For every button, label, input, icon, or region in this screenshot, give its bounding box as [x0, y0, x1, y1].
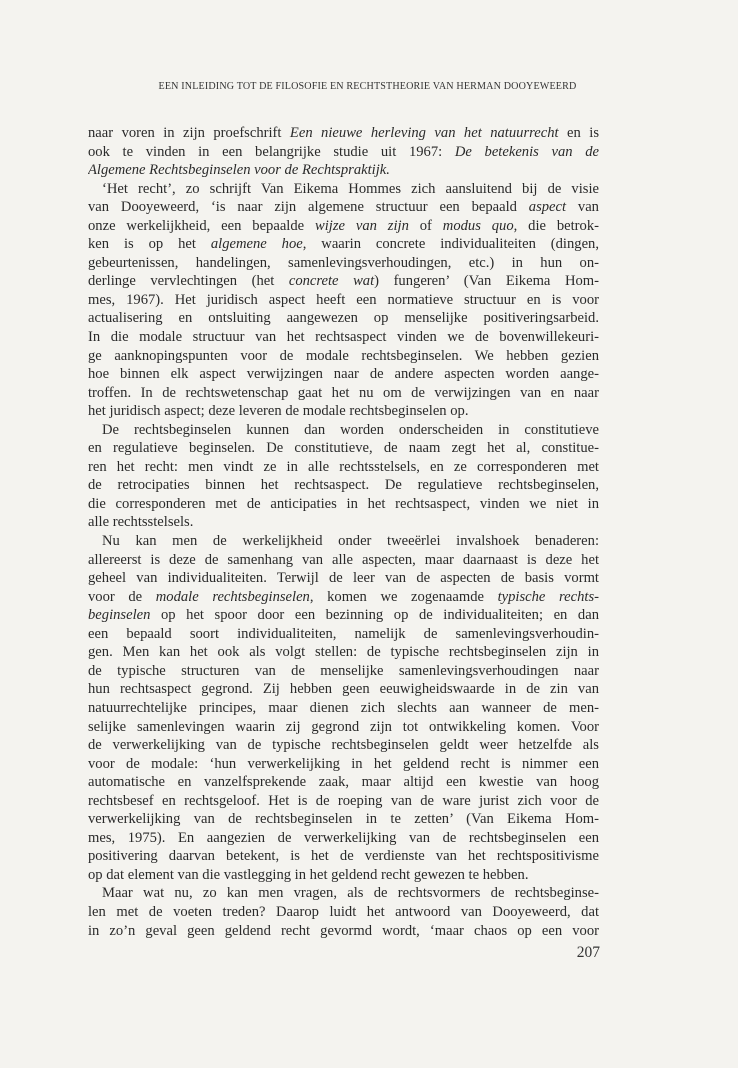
page-number: 207 — [576, 944, 600, 961]
text-line: voor de modale rechtsbeginselen, komen we zogenaamde typische rechts- — [88, 588, 599, 605]
text-line: de typische structuren van de menselijke samenlevingsverhoudingen naar — [88, 662, 599, 679]
text-line: Maar wat nu, zo kan men vragen, als de rechtsvormers de rechtsbeginse- — [102, 885, 599, 902]
text-line: actualisering en ontsluiting aangewezen op menselijke positiveringsarbeid. — [88, 310, 599, 327]
text-line: die corresponderen met de anticipaties in het rechtsaspect, vinden we niet in — [88, 495, 599, 512]
text-line: natuurrechtelijke principes, maar dienen zich slechts aan wanneer de men- — [88, 699, 599, 716]
paragraph — [88, 421, 599, 532]
text-line: De rechtsbeginselen kunnen dan worden onderscheiden in constitutieve — [102, 421, 599, 438]
text-line: voor de modale: ‘hun verwerkelijking in het geldend recht is nimmer een — [88, 755, 599, 772]
text-line: automatische en vanzelfsprekende zaak, maar altijd een kwestie van hoog — [88, 774, 599, 791]
text-line: ‘Het recht’, zo schrijft Van Eikema Hommes zich aansluitend bij de visie — [102, 180, 599, 197]
text-line: beginselen op het spoor door een bezinning op de individualiteiten; en dan — [88, 607, 599, 624]
text-line: hoe binnen elk aspect verwijzingen naar de andere aspecten worden aange- — [88, 366, 599, 383]
text-line: hun rechtsaspect gegrond. Zij hebben geen eeuwigheidswaarde in de zin van — [88, 681, 599, 698]
text-line: ren het recht: men vindt ze in alle rechtsstelsels, en ze corresponderen met — [88, 458, 599, 475]
text-line: ook te vinden in een belangrijke studie uit 1967: De betekenis van de — [88, 143, 599, 160]
text-line: rechtsbesef en rechtsgeloof. Het is de roeping van de ware jurist zich voor de — [88, 792, 599, 809]
text-line: de verwerkelijking van de typische rechtsbeginselen geldt weer hetzelfde als — [88, 737, 599, 754]
text-line: len met de voeten treden? Daarop luidt het antwoord van Dooyeweerd, dat — [88, 903, 599, 920]
text-line: ken is op het algemene hoe, waarin concrete individualiteiten (dingen, — [88, 236, 599, 253]
text-line: het juridisch aspect; deze leveren de modale rechtsbeginselen op. — [88, 403, 469, 420]
text-line: alle rechtsstelsels. — [88, 514, 194, 531]
running-head: EEN INLEIDING TOT DE FILOSOFIE EN RECHTSTHEORIE VAN HERMAN DOOYEWEERD — [158, 81, 577, 92]
text-line: troffen. In de rechtswetenschap gaat het nu om de verwijzingen van en naar — [88, 384, 599, 401]
text-line: onze werkelijkheid, een bepaalde wijze van zijn of modus quo, die betrok- — [88, 217, 599, 234]
text-line: gebeurtenissen, handelingen, samenlevingsverhoudingen, etc.) in hun on- — [88, 254, 599, 271]
text-line: allereerst is deze de samenhang van alle aspecten, maar daarnaast is deze het — [88, 551, 599, 568]
text-line: In die modale structuur van het rechtsaspect vinden we de bovenwillekeuri- — [88, 329, 599, 346]
text-line: in zo’n geval geen geldend recht gevormd wordt, ‘maar chaos op een voor — [88, 922, 599, 939]
text-line: van Dooyeweerd, ‘is naar zijn algemene structuur een bepaald aspect van — [88, 199, 599, 216]
paragraph — [88, 532, 599, 884]
text-line: Nu kan men de werkelijkheid onder tweeërlei invalshoek benaderen: — [102, 533, 599, 550]
body-text — [88, 124, 599, 940]
text-line: mes, 1975). En aangezien de verwerkelijking van de rechtsbeginselen een — [88, 829, 599, 846]
text-line: Algemene Rechtsbeginselen voor de Rechtspraktijk. — [88, 162, 390, 179]
text-line: de retrocipaties binnen het rechtsaspect. De regulatieve rechtsbeginselen, — [88, 477, 599, 494]
text-line: een bepaald soort individualiteiten, namelijk de samenlevingsverhoudin- — [88, 625, 599, 642]
text-line: selijke samenlevingen waarin zij gegrond zijn tot ontwikkeling komen. Voor — [88, 718, 599, 735]
text-line: ge aanknopingspunten voor de modale rechtsbeginselen. We hebben gezien — [88, 347, 599, 364]
text-line: derlinge vervlechtingen (het concrete wat) fungeren’ (Van Eikema Hom- — [88, 273, 599, 290]
text-line: positivering daarvan betekent, is het de verdienste van het rechtspositivisme — [88, 848, 599, 865]
paragraph — [88, 180, 599, 421]
text-line: gen. Men kan het ook als volgt stellen: de typische rechtsbeginselen zijn in — [88, 644, 599, 661]
text-line: verwerkelijking van de rechtsbeginselen in te zetten’ (Van Eikema Hom- — [88, 811, 599, 828]
text-line: naar voren in zijn proefschrift Een nieuwe herleving van het natuurrecht en is — [88, 125, 599, 141]
paragraph — [88, 884, 599, 940]
text-line: mes, 1967). Het juridisch aspect heeft een normatieve structuur en is voor — [88, 291, 599, 308]
text-line: geheel van individualiteiten. Terwijl de leer van de aspecten de basis vormt — [88, 570, 599, 587]
text-line: op dat element van die vastlegging in het geldend recht gewezen te hebben. — [88, 866, 529, 883]
text-line: en regulatieve beginselen. De constitutieve, de naam zegt het al, constitue- — [88, 440, 599, 457]
paragraph — [88, 124, 599, 180]
